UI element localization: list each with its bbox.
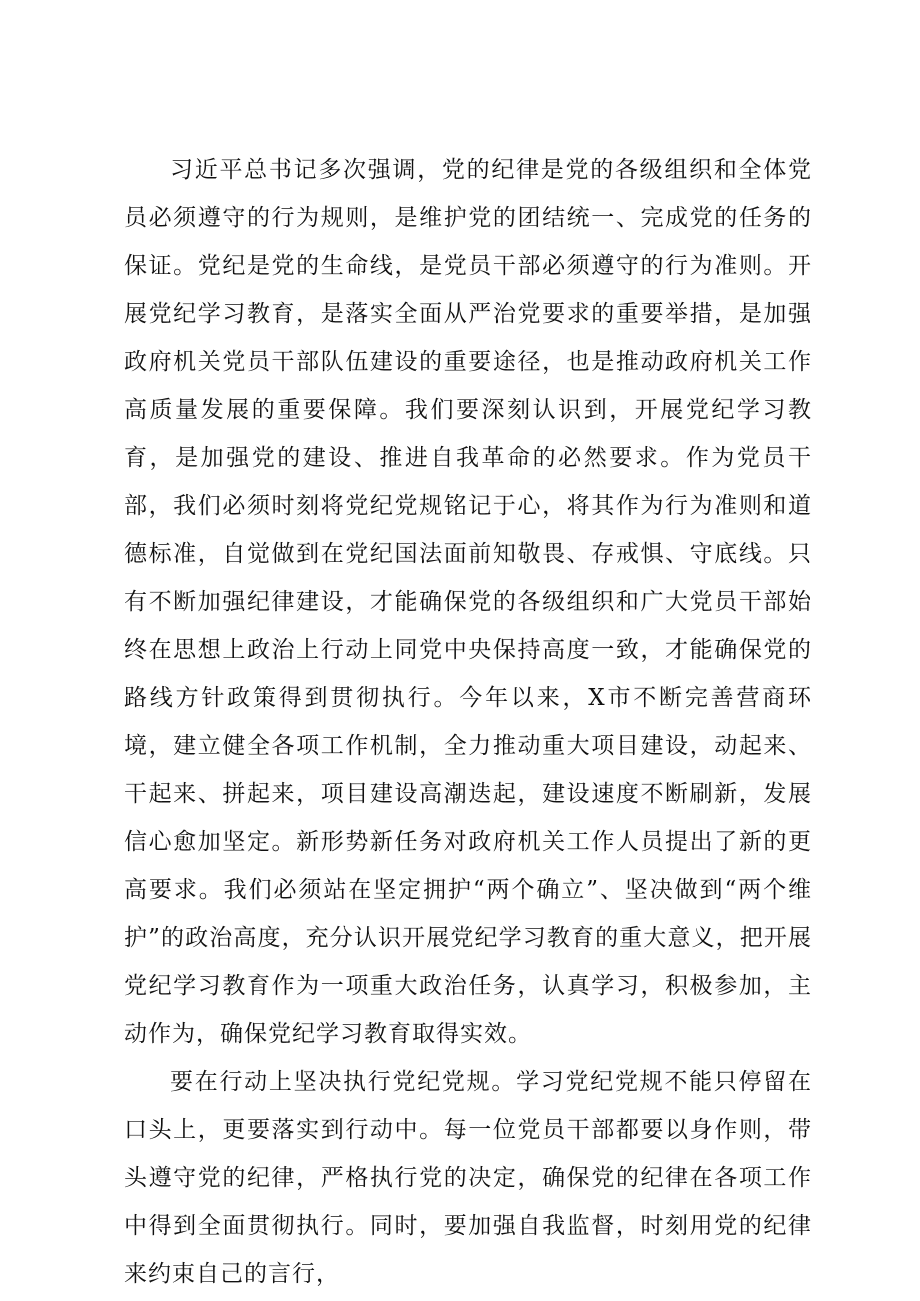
paragraph-1: 习近平总书记多次强调，党的纪律是党的各级组织和全体党员必须遵守的行为规则，是维护党的团结统一、完成党的任务的保证。党纪是党的生命线，是党员干部必须遵守的行为准则。开展党纪学习教育，是落实全面从严治党要求的重要举措，是加强政府机关党员干部队伍建设的重要途径，也是推动政府机关工作高质量发展的重要保障。我们要深刻认识到，开展党纪学习教育，是加强党的建设、推进自我革命的必然要求。作为党员干部，我们必须时刻将党纪党规铭记于心，将其作为行为准则和道德标准，自觉做到在党纪国法面前知敬畏、存戒惧、守底线。只有不断加强纪律建设，才能确保党的各级组织和广大党员干部始终在思想上政治上行动上同党中央保持高度一致，才能确保党的路线方针政策得到贯彻执行。今年以来，X市不断完善营商环境，建立健全各项工作机制，全力推动重大项目建设，动起来、干起来、拼起来，项目建设高潮迭起，建设速度不断刷新，发展信心愈加坚定。新形势新任务对政府机关工作人员提出了新的更高要求。我们必须站在坚定拥护“两个确立”、坚决做到“两个维护”的政治高度，充分认识开展党纪学习教育的重大意义，把开展党纪学习教育作为一项重大政治任务，认真学习，积极参加，主动作为，确保党纪学习教育取得实效。 [124,157,812,1047]
document-body [124,146,812,1298]
paragraph-2: 要在行动上坚决执行党纪党规。学习党纪党规不能只停留在口头上，更要落实到行动中。每一位党员干部都要以身作则，带头遵守党的纪律，严格执行党的决定，确保党的纪律在各项工作中得到全面贯彻执行。同时，要加强自我监督，时刻用党的纪律来约束自己的言行， [124,1069,812,1287]
